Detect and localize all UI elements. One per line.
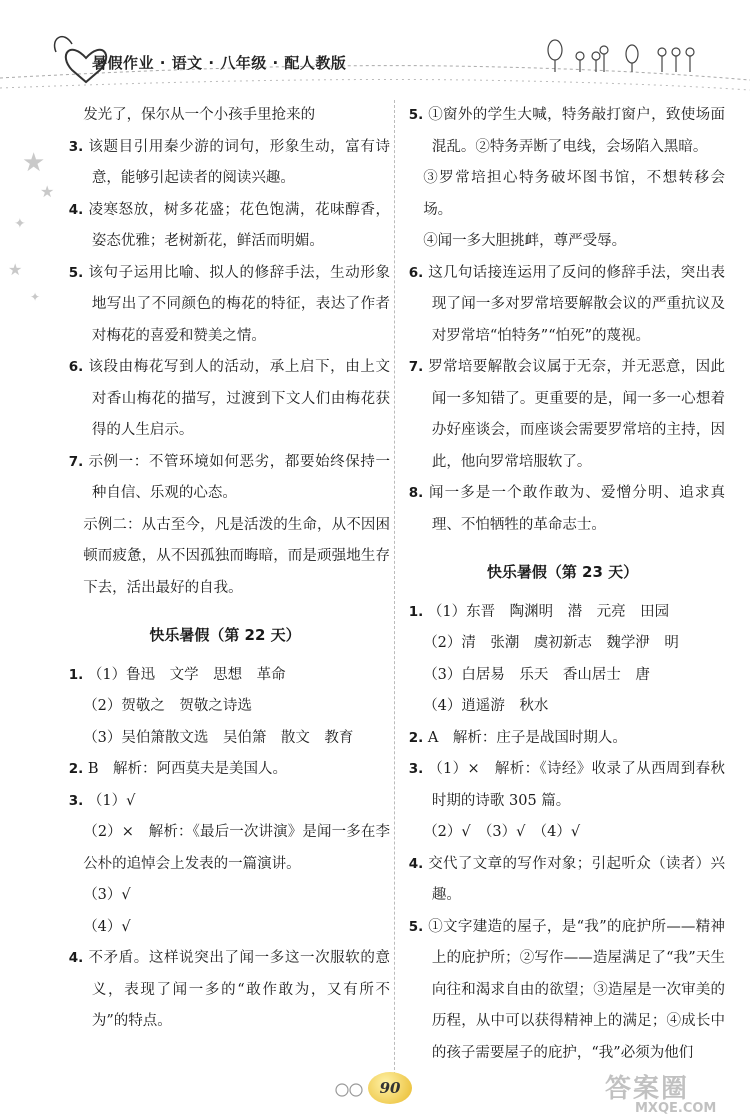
- answer-line: [60, 510, 390, 605]
- answer-text: 该句子运用比喻、拟人的修辞手法，生动形象地写出了不同颜色的梅花的特征，表达了作者对梅花的喜爱和赞美之情。: [88, 264, 390, 344]
- answer-line: [400, 100, 725, 163]
- answer-text: （3）白居易 乐天 香山居士 唐: [423, 666, 650, 683]
- star-decoration-icon: ★: [40, 182, 55, 201]
- answer-line: [400, 163, 725, 226]
- question-number: 3.: [408, 761, 424, 777]
- answer-line: [400, 849, 725, 912]
- answer-text: 不矛盾。这样说突出了闻一多这一次服软的意义，表现了闻一多的“敢作敢为，又有所不为”的特点。: [88, 950, 390, 1029]
- answer-text: （4）√: [83, 918, 131, 935]
- answer-text: A 解析：庄子是战国时期人。: [427, 729, 627, 746]
- answer-text: 凌寒怒放，树多花盛；花色饱满，花味醇香，姿态优雅；老树新花，鲜活而明媚。: [88, 201, 390, 249]
- answer-line: [60, 447, 390, 510]
- page-header: [0, 0, 750, 100]
- watermark: [605, 1068, 716, 1116]
- star-decoration-icon: ★: [8, 260, 23, 279]
- section-title: 快乐暑假（第 23 天）: [486, 563, 639, 581]
- question-number: 3.: [68, 792, 84, 809]
- answer-text: （4）逍遥游 秋水: [423, 698, 549, 714]
- answer-line: [400, 660, 725, 692]
- question-number: 5.: [408, 107, 424, 123]
- question-number: 5.: [408, 918, 424, 935]
- swirl-icon: [330, 1070, 370, 1110]
- answer-line: [400, 226, 725, 258]
- header-title: 暑假作业 · 语文 · 八年级 · 配人教版: [92, 54, 347, 72]
- answer-text: （2）清 张潮 虞初新志 魏学洢 明: [423, 635, 679, 651]
- answer-text: B 解析：阿西莫夫是美国人。: [87, 761, 287, 777]
- page-number: 90: [368, 1072, 412, 1104]
- answer-text: 示例一：不管环境如何恶劣，都要始终保持一种自信、乐观的心态。: [88, 453, 390, 501]
- answer-line: [60, 660, 390, 692]
- answer-text: （1）√: [87, 792, 136, 809]
- answer-text: （2）贺敬之 贺敬之诗选: [83, 698, 252, 714]
- answer-line: [60, 100, 390, 132]
- answer-text: 罗常培要解散会议属于无奈，并无恶意，因此闻一多知错了。更重要的是，闻一多一心想着办好座谈会，而座谈会需要罗常培的主持，因此，他向罗常培服软了。: [428, 359, 725, 470]
- answer-line: [60, 880, 390, 912]
- question-number: 1.: [408, 603, 424, 620]
- question-number: 4.: [68, 950, 84, 966]
- answer-text: 该题目引用秦少游的词句，形象生动，富有诗意，能够引起读者的阅读兴趣。: [88, 138, 390, 186]
- answer-text: （3）√: [83, 887, 131, 903]
- question-number: 4.: [68, 201, 84, 218]
- answer-line: [60, 352, 390, 447]
- question-number: 8.: [408, 485, 424, 501]
- answer-line: [400, 597, 725, 629]
- answer-line: [400, 912, 725, 1070]
- star-decoration-icon: ★: [22, 148, 46, 178]
- answer-line: [60, 943, 390, 1038]
- answer-line: [400, 691, 725, 723]
- answer-line: [60, 195, 390, 258]
- answer-text: （1）× 解析：《诗经》收录了从西周到春秋时期的诗歌 305 篇。: [428, 761, 725, 809]
- answer-text: 该段由梅花写到人的活动，承上启下，由上文对香山梅花的描写，过渡到下文人们由梅花获得的人生启示。: [88, 359, 390, 438]
- answer-line: [400, 258, 725, 353]
- question-number: 6.: [68, 359, 84, 375]
- answer-line: [60, 786, 390, 818]
- question-number: 6.: [408, 264, 424, 281]
- answer-line: [400, 352, 725, 478]
- answer-text: 交代了文章的写作对象；引起听众（读者）兴趣。: [428, 855, 725, 903]
- answer-line: [60, 754, 390, 786]
- answer-text: 示例二：从古至今，凡是活泼的生命，从不因困顿而疲惫，从不因孤独而晦暗，而是顽强地生存下去，活出最好的自我。: [83, 516, 390, 596]
- star-decoration-icon: ✦: [30, 290, 41, 304]
- answer-text: 这几句话接连运用了反问的修辞手法，突出表现了闻一多对罗常培要解散会议的严重抗议及对罗常培“怕特务”“怕死”的蔑视。: [428, 264, 725, 344]
- answer-text: ③罗常培担心特务破坏图书馆，不想转移会场。: [423, 170, 725, 218]
- section-title: 快乐暑假（第 22 天）: [149, 626, 301, 644]
- answer-line: [400, 723, 725, 755]
- answer-text: 发光了，保尔从一个小孩手里抢来的: [83, 107, 316, 123]
- answer-text: ①窗外的学生大喊，特务敲打窗户，致使场面混乱。②特务弄断了电线，会场陷入黑暗。: [428, 107, 725, 155]
- question-number: 1.: [68, 666, 84, 683]
- question-number: 7.: [408, 359, 424, 375]
- answer-line: [400, 754, 725, 817]
- right-column: [400, 100, 725, 1069]
- answer-line: [400, 628, 725, 660]
- page-number-badge: [330, 1070, 420, 1110]
- answer-text: 闻一多是一个敢作敢为、爱憎分明、追求真理、不怕牺牲的革命志士。: [428, 485, 725, 533]
- answer-text: （2）× 解析：《最后一次讲演》是闻一多在李公朴的追悼会上发表的一篇演讲。: [83, 824, 390, 872]
- left-column: [60, 100, 390, 1038]
- question-number: 3.: [68, 138, 84, 155]
- answer-line: [60, 691, 390, 723]
- column-divider: [394, 100, 395, 1100]
- question-number: 2.: [68, 761, 84, 777]
- question-number: 4.: [408, 855, 424, 872]
- answer-line: [60, 258, 390, 353]
- answer-line: [60, 817, 390, 880]
- answer-text: （1）东晋 陶渊明 潜 元亮 田园: [427, 603, 670, 620]
- star-decoration-icon: ✦: [14, 216, 26, 232]
- question-number: 5.: [68, 264, 84, 281]
- answer-text: （1）鲁迅 文学 思想 革命: [87, 666, 286, 683]
- answer-text: （3）吴伯箫散文选 吴伯箫 散文 教育: [83, 729, 354, 746]
- answer-text: ④闻一多大胆挑衅，尊严受辱。: [423, 233, 627, 249]
- watermark-text: 答案圈: [605, 1074, 690, 1104]
- answer-line: [60, 912, 390, 944]
- answer-text: ①文字建造的屋子，是“我”的庇护所——精神上的庇护所；②写作——造屋满足了“我”天生向往和渴求自由的欲望；③造屋是一次审美的历程，从中可以获得精神上的满足；④成长中的孩子需要屋子的庇护，“我”必须为他们: [428, 918, 725, 1061]
- question-number: 7.: [68, 453, 84, 470]
- answer-line: [60, 723, 390, 755]
- question-number: 2.: [408, 729, 424, 746]
- answer-text: （2）√ （3）√ （4）√: [423, 824, 581, 840]
- watermark-url: MXQE.COM: [635, 1101, 717, 1116]
- answer-line: [400, 478, 725, 541]
- answer-line: [400, 817, 725, 849]
- answer-line: [60, 132, 390, 195]
- header-decoration: [0, 0, 750, 100]
